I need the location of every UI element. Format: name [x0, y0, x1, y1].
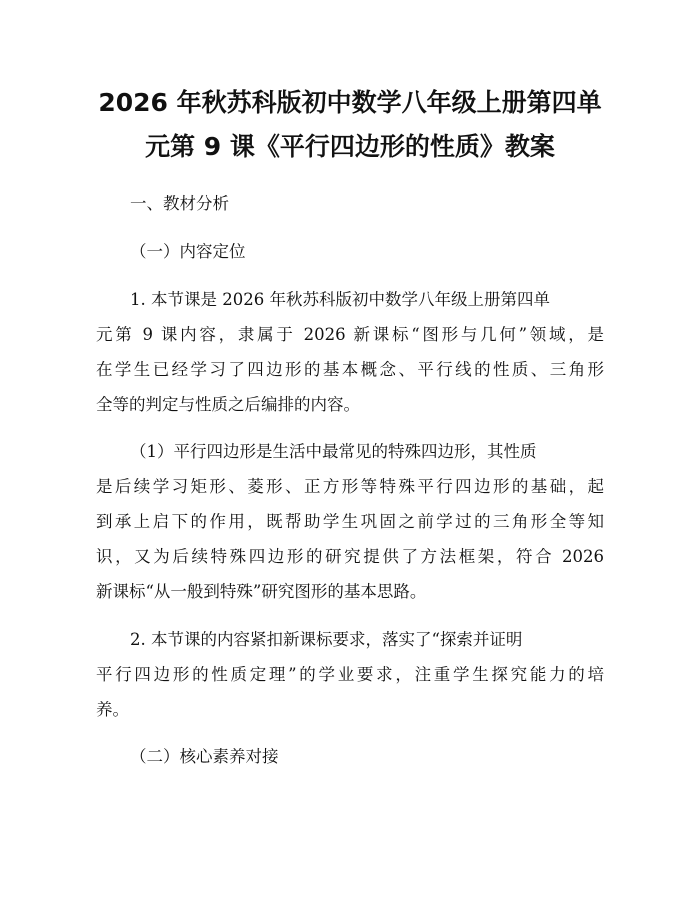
paragraph-2-line-1: （1）平行四边形是生活中最常见的特殊四边形，其性质 [130, 442, 537, 461]
paragraph-3-line-2: 平行四边形的性质定理”的学业要求，注重学生探究能力的培 [96, 665, 604, 684]
paragraph-3-line-1: 2. 本节课的内容紧扣新课标要求，落实了“探索并证明 [130, 630, 523, 649]
subsection-heading-content-positioning: （一）内容定位 [130, 242, 246, 261]
paragraph-2-line-2: 是后续学习矩形、菱形、正方形等特殊平行四边形的基础，起 [96, 477, 604, 496]
paragraph-2-line-5: 新课标“从一般到特殊”研究图形的基本思路。 [96, 582, 427, 601]
paragraph-1-line-4: 全等的判定与性质之后编排的内容。 [96, 395, 360, 414]
paragraph-2-line-3: 到承上启下的作用，既帮助学生巩固之前学过的三角形全等知 [96, 512, 604, 531]
paragraph-1-line-1: 1. 本节课是 2026 年秋苏科版初中数学八年级上册第四单 [130, 290, 550, 309]
section-heading-textbook-analysis: 一、教材分析 [130, 194, 229, 213]
paragraph-1-line-3: 在学生已经学习了四边形的基本概念、平行线的性质、三角形 [96, 360, 604, 379]
document-title-line-2: 元第 9 课《平行四边形的性质》教案 [145, 132, 555, 161]
paragraph-3-line-3: 养。 [96, 700, 129, 719]
subsection-heading-core-literacy: （二）核心素养对接 [130, 747, 279, 766]
paragraph-2-line-4: 识，又为后续特殊四边形的研究提供了方法框架，符合 2026 [96, 547, 604, 566]
document-title-line-1: 2026 年秋苏科版初中数学八年级上册第四单 [98, 88, 602, 117]
paragraph-1-line-2: 元第 9 课内容，隶属于 2026 新课标“图形与几何”领域，是 [96, 325, 604, 344]
